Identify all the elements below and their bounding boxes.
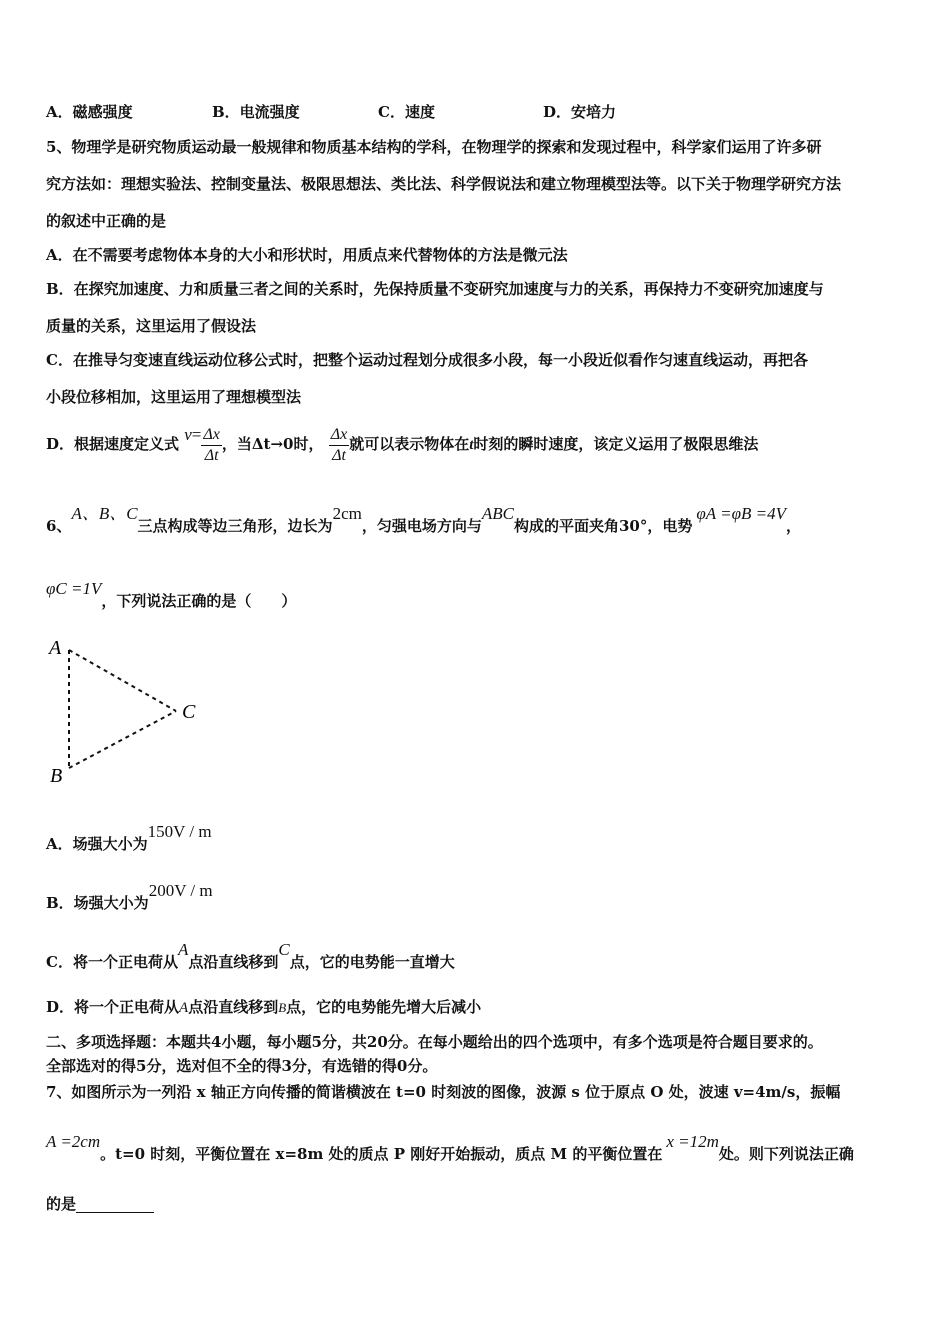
vertex-c-label: C (182, 701, 196, 723)
q6-option-a: A．场强大小为150V / m (46, 822, 212, 853)
velocity-fraction-2: $\frac{\Delta x}{\Delta t}$ (330, 425, 348, 464)
q4-option-d: D．安培力 (543, 103, 617, 121)
vertex-a-label: A (49, 637, 62, 659)
q6-stem-line2: φC =1V，下列说法正确的是（ ） (46, 579, 297, 610)
q7-line2: A =2cm。t=0 时刻，平衡位置在 x=8m 处的质点 P 刚好开始振动，质点 M 的平衡位置在x =12m处。则下列说法正确 (46, 1132, 854, 1163)
side-ac (69, 650, 176, 711)
section2-line2: 全部选对的得5分，选对但不全的得3分，有选错的得0分。 (46, 1057, 438, 1075)
q5-option-b-line1: B．在探究加速度、力和质量三者之间的关系时，先保持质量不变研究加速度与力的关系，再保持力不变研究加速度与 (46, 280, 824, 298)
q4-option-c: C．速度 (378, 103, 435, 121)
answer-blank[interactable] (76, 1196, 154, 1213)
q5-option-c-line1: C．在推导匀变速直线运动位移公式时，把整个运动过程划分成很多小段，每一小段近似看作匀速直线运动，再把各 (46, 351, 808, 369)
triangle-figure (44, 630, 214, 790)
q4-option-a: A．磁感强度 (46, 103, 133, 121)
q7-line1: 7、如图所示为一列沿 x 轴正方向传播的简谐横波在 t=0 时刻波的图像，波源 s 位于原点 O 处，波速 v=4m/s，振幅 (46, 1083, 841, 1101)
q6-option-c: C．将一个正电荷从A点沿直线移到C点，它的电势能一直增大 (46, 940, 455, 971)
q6-option-d: D．将一个正电荷从A点沿直线移到B点，它的电势能先增大后减小 (46, 998, 482, 1016)
q7-line3: 的是 (46, 1194, 154, 1214)
side-bc (69, 711, 176, 768)
q5-stem-line3: 的叙述中正确的是 (46, 212, 167, 230)
velocity-fraction: $\frac{\Delta x}{\Delta t}$ (203, 425, 220, 464)
q4-option-b: B．电流强度 (212, 103, 300, 121)
q5-option-c-line2: 小段位移相加，这里运用了理想模型法 (46, 388, 302, 406)
vertex-b-label: B (50, 765, 63, 787)
q5-option-a: A．在不需要考虑物体本身的大小和形状时，用质点来代替物体的方法是微元法 (46, 246, 568, 264)
q6-option-b: B．场强大小为200V / m (46, 881, 213, 912)
q5-stem-line1: 5、物理学是研究物质运动最一般规律和物质基本结构的学科，在物理学的探索和发现过程中，科学家们运用了许多研 (46, 138, 822, 156)
q5-stem-line2: 究方法如：理想实验法、控制变量法、极限思想法、类比法、科学假说法和建立物理模型法等。以下关于物理学研究方法 (46, 175, 842, 193)
q5-option-d: D．根据速度定义式 v= $\frac{\Delta x}{\Delta t}$ ，当Δt→0时， $\frac{\Delta x}{\Delta t}$ 就可以表示物体在t时刻的瞬时速度，该定义运用了极限思维法 (46, 425, 759, 464)
q5-option-b-line2: 质量的关系，这里运用了假设法 (46, 317, 257, 335)
section2-line1: 二、多项选择题：本题共4小题，每小题5分，共20分。在每小题给出的四个选项中，有多个选项是符合题目要求的。 (46, 1033, 823, 1051)
q6-stem-line1: 6、A、B、C三点构成等边三角形，边长为2cm，匀强电场方向与ABC构成的平面夹角30°，电势φA =φB =4V， (46, 504, 801, 535)
